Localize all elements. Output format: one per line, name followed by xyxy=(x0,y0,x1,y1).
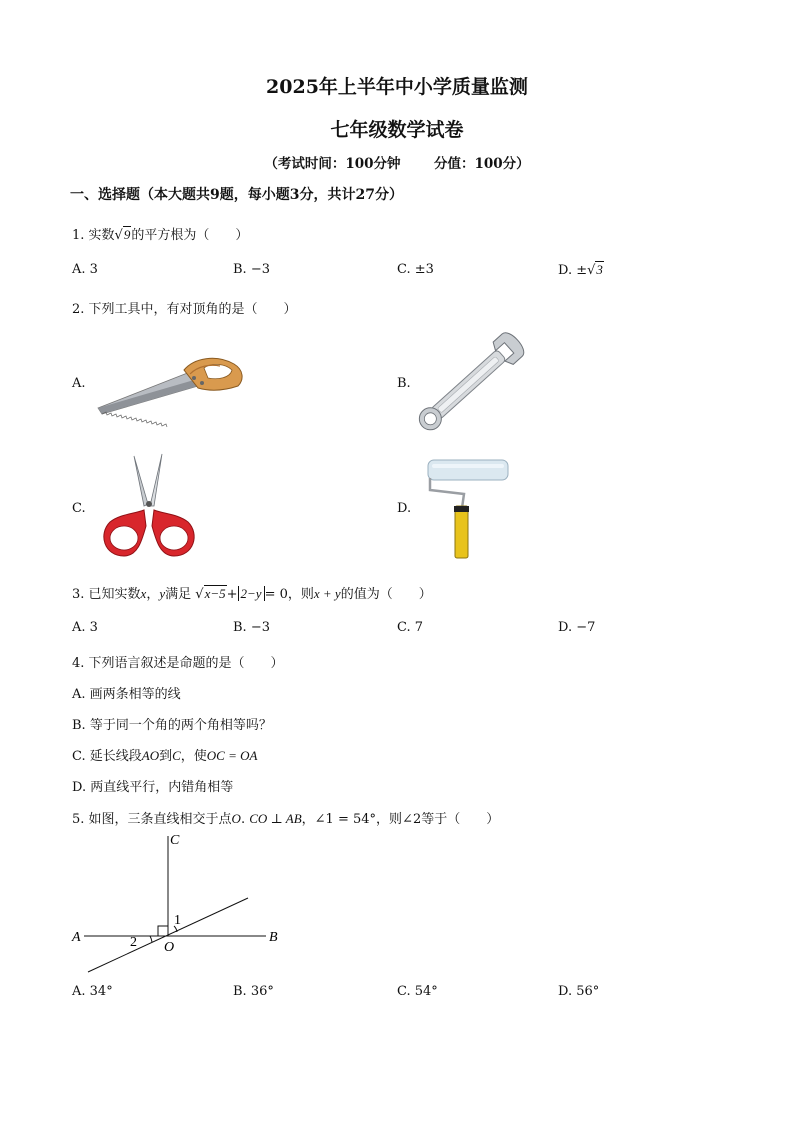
q5-option-c[interactable]: C. 54° xyxy=(397,984,438,999)
label-a: A xyxy=(72,930,81,945)
exam-title: 2025年上半年中小学质量监测 xyxy=(266,76,528,98)
section-heading: 一、选择题（本大题共9题，每小题3分，共计27分） xyxy=(70,187,403,203)
q3-option-c[interactable]: C. 7 xyxy=(397,620,424,635)
label-angle-2: 2 xyxy=(130,935,137,950)
question-2: 2. 下列工具中，有对顶角的是（ ） xyxy=(72,302,297,317)
label-angle-1: 1 xyxy=(174,913,181,928)
exam-info xyxy=(0,152,794,172)
q3-sqrt: √x−5 xyxy=(195,586,226,602)
q5-option-d[interactable]: D. 56° xyxy=(558,984,600,999)
q3-abs: 2−y xyxy=(238,586,265,601)
paint-roller-image xyxy=(424,456,514,562)
q4-option-b[interactable]: B. 等于同一个角的两个角相等吗？ xyxy=(72,718,272,733)
q2-option-b[interactable]: B. xyxy=(397,376,411,391)
q2-option-a[interactable]: A. xyxy=(72,376,86,391)
q3-option-a[interactable]: A. 3 xyxy=(72,620,98,635)
right-angle-mark xyxy=(158,926,168,936)
question-1 xyxy=(72,224,248,243)
q4-option-c[interactable]: C. 延长线段AO到C，使OC = OA xyxy=(72,748,258,764)
q5-option-a[interactable]: A. 34° xyxy=(72,984,113,999)
q5-figure xyxy=(70,830,290,980)
exam-score: 分值：100分） xyxy=(433,156,530,172)
q3-option-d[interactable]: D. −7 xyxy=(558,620,596,635)
q3-option-b[interactable]: B. −3 xyxy=(233,620,270,635)
q1-option-c[interactable]: C. ±3 xyxy=(397,262,434,277)
q2-option-c[interactable]: C. xyxy=(72,501,86,516)
q5-option-b[interactable]: B. 36° xyxy=(233,984,274,999)
q1-sqrt: √9 xyxy=(114,227,131,243)
q2-option-d[interactable]: D. xyxy=(397,501,412,516)
q1-option-b[interactable]: B. −3 xyxy=(233,262,270,277)
label-o: O xyxy=(164,940,175,955)
question-4: 4. 下列语言叙述是命题的是（ ） xyxy=(72,656,284,671)
angle-2-arc xyxy=(150,936,152,942)
scissors-image xyxy=(94,452,206,562)
q1-suffix: 的平方根为（ ） xyxy=(131,228,249,243)
exam-subtitle: 七年级数学试卷 xyxy=(330,119,464,141)
q4-option-d[interactable]: D. 两直线平行，内错角相等 xyxy=(72,780,234,795)
label-b: B xyxy=(269,930,278,945)
question-5: 5. 如图，三条直线相交于点O. CO ⊥ AB，∠1 = 54°，则∠2等于（ ） xyxy=(72,811,500,827)
exam-time: （考试时间：100分钟 xyxy=(264,156,401,172)
wrench-image xyxy=(414,324,524,444)
q4-option-a[interactable]: A. 画两条相等的线 xyxy=(72,687,181,702)
question-3: 3. 已知实数x，y满足 √x−5+ 2−y = 0，则x + y的值为（ ） xyxy=(72,586,432,602)
q1-option-d[interactable]: D. ±√3 xyxy=(558,262,603,278)
saw-image xyxy=(94,350,246,418)
label-c: C xyxy=(170,833,180,848)
q1-option-a[interactable]: A. 3 xyxy=(72,262,98,277)
q1-prefix: 1. 实数 xyxy=(72,228,115,243)
